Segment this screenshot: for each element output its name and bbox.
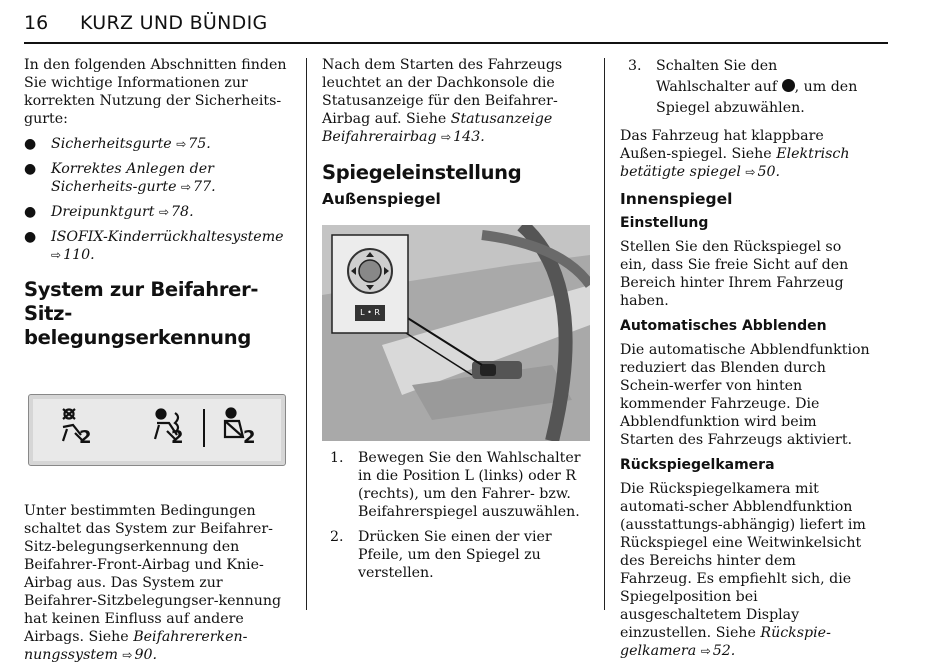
intro-paragraph: In den folgenden Abschnitten finden Sie wichtige Informationen zur korrekten Nutzung der Sicherheits-gurte:	[24, 57, 287, 127]
page-reference[interactable]: ⇨ 110.	[51, 247, 95, 263]
list-item: ● ISOFIX-Kinderrückhaltesysteme ⇨ 110.	[24, 228, 288, 264]
neutral-position-icon	[782, 79, 795, 92]
step-text: Drücken Sie einen der vier Pfeile, um den Spiegel zu verstellen.	[358, 529, 552, 581]
airbag-indicator-panel	[28, 394, 286, 466]
indicator-subscript: 2	[171, 427, 184, 448]
cross-reference-link[interactable]: Beifahrererken-nungssystem	[24, 629, 248, 663]
column-divider	[604, 58, 605, 610]
list-item: ● Dreipunktgurt ⇨ 78.	[24, 203, 288, 221]
list-item: 3. Schalten Sie den Wahlschalter auf , um den Spiegel abzuwählen.	[628, 58, 858, 116]
page-reference[interactable]: ⇨ 50.	[745, 164, 780, 180]
page-number: 16	[24, 12, 49, 34]
indicator-subscript: 2	[79, 427, 92, 448]
adjustment-paragraph: Stellen Sie den Rückspiegel so ein, dass Sie freie Sicht auf den Bereich hinter Ihrem Fahrzeug haben.	[620, 239, 849, 309]
occupant-detection-paragraph: Unter bestimmten Bedingungen schaltet das System zur Beifahrer-Sitz-belegungserkennung den Beifahrer-Front-Airbag und Knie-Airbag aus. Das System zur Beifahrer-Sitzbelegungser-kennung hat keinen Einfluss auf andere Airbags. Siehe Beifahrererken-nungssystem ⇨ 90.	[24, 502, 288, 664]
rear-camera-paragraph: Die Rückspiegelkamera mit automati-scher Abblendfunktion (ausstattungs-abhängig) liefert im Rückspiegel eine Weitwinkelsicht des Bereichs hinter dem Fahrzeug. Es empfiehlt sich, die Spiegelposition bei ausgeschaltetem Display einzustellen. Siehe Rückspie-gelkamera ⇨ 52.	[620, 480, 870, 660]
subsection-heading: Außenspiegel	[322, 190, 441, 208]
cross-reference-link[interactable]: Statusanzeige Beifahrerairbag	[322, 111, 553, 145]
auto-dimming-paragraph: Die automatische Abblendfunktion reduziert das Blenden durch Schein-werfer von hinten kommender Fahrzeuge. Die Abblendfunktion wird beim Starten des Fahrzeugs aktiviert.	[620, 342, 870, 448]
page-reference[interactable]: ⇨ 78.	[159, 204, 194, 220]
page-reference[interactable]: ⇨ 52.	[701, 643, 736, 659]
column-left	[24, 56, 288, 664]
column-divider	[306, 58, 307, 610]
list-item-text[interactable]: Sicherheitsgurte	[51, 136, 172, 152]
section-heading: System zur Beifahrer-Sitz-belegungserkennung	[24, 278, 259, 349]
list-item: 1. Bewegen Sie den Wahlschalter in die Position L (links) oder R (rechts), um den Fahrer- bzw. Beifahrerspiegel auszuwählen.	[330, 450, 581, 520]
page-header	[24, 8, 888, 44]
cross-reference-link[interactable]: Rückspie-gelkamera	[620, 625, 831, 659]
list-item-text[interactable]: Dreipunktgurt	[51, 204, 155, 220]
list-item-text[interactable]: Korrektes Anlegen der Sicherheits-gurte	[51, 161, 214, 195]
page-reference[interactable]: ⇨ 77.	[181, 179, 216, 195]
list-item: ● Sicherheitsgurte ⇨ 75.	[24, 135, 288, 153]
list-item: ● Korrektes Anlegen der Sicherheits-gurte ⇨ 77.	[24, 160, 288, 196]
page-reference[interactable]: ⇨ 75.	[176, 136, 211, 152]
list-item-text[interactable]: ISOFIX-Kinderrückhaltesysteme	[51, 229, 284, 245]
list-item: 2. Drücken Sie einen der vier Pfeile, um den Spiegel zu verstellen.	[330, 529, 552, 581]
cross-reference-link[interactable]: Elektrisch betätigte spiegel	[620, 146, 850, 180]
subsection-heading: Innenspiegel	[620, 190, 733, 208]
step-text: Bewegen Sie den Wahlschalter in die Position L (links) oder R (rechts), um den Fahrer- bzw. Beifahrerspiegel auszuwählen.	[358, 450, 581, 520]
column-right	[620, 56, 870, 660]
minor-heading: Rückspiegelkamera	[620, 457, 775, 473]
page-reference[interactable]: ⇨ 143.	[441, 129, 485, 145]
column-middle	[322, 56, 590, 582]
seatbelt-icon	[225, 409, 243, 438]
mirror-control-illustration	[322, 225, 590, 441]
minor-heading: Einstellung	[620, 215, 709, 231]
lr-switch-label: L • R	[360, 308, 380, 317]
folding-mirror-paragraph: Das Fahrzeug hat klappbare Außen-spiegel. Siehe Elektrisch betätigte spiegel ⇨ 50.	[620, 127, 870, 181]
airbag-status-paragraph: Nach dem Starten des Fahrzeugs leuchtet an der Dachkonsole die Statusanzeige für den Beifahrer-Airbag auf. Siehe Statusanzeige Beifahrerairbag ⇨ 143.	[322, 56, 590, 146]
indicator-subscript: 2	[243, 427, 256, 448]
section-title: KURZ UND BÜNDIG	[80, 12, 268, 34]
section-heading: Spiegeleinstellung	[322, 161, 522, 184]
minor-heading: Automatisches Abblenden	[620, 318, 827, 334]
page-reference[interactable]: ⇨ 90.	[122, 647, 157, 663]
